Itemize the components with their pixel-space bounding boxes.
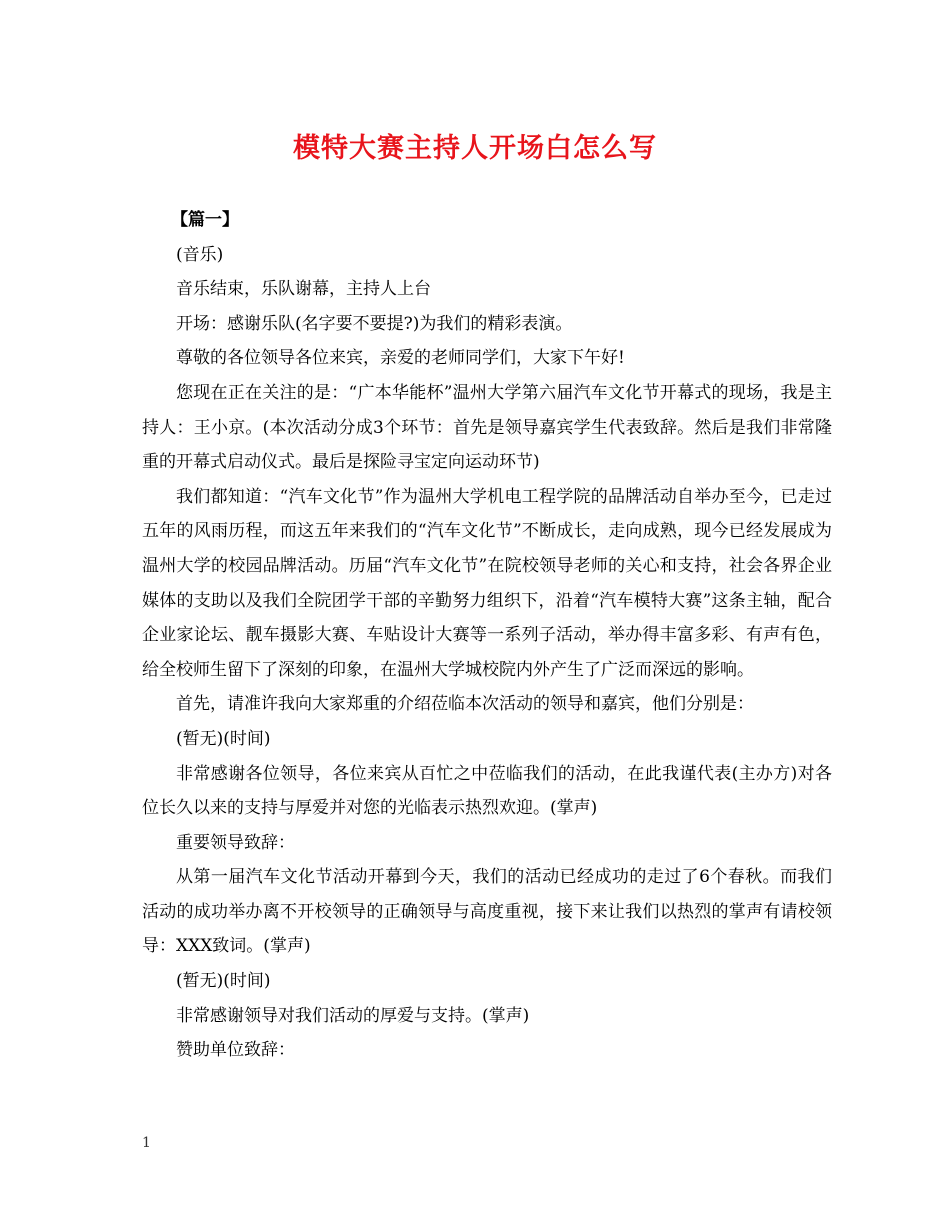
- paragraph: 赞助单位致辞：: [176, 1040, 295, 1061]
- paragraph: 从第一届汽车文化节活动开幕到今天，我们的活动已经成功的走过了6个春秋。而我们活动的成功举办离不开校领导的正确领导与高度重视，接下来让我们以热烈的掌声有请校领导：XXX致词。(掌声): [142, 867, 832, 957]
- paragraph: 开场：感谢乐队(名字要不要提?)为我们的精彩表演。: [176, 313, 573, 334]
- paragraph: (暂无)(时间): [176, 971, 271, 992]
- paragraph: 非常感谢领导对我们活动的厚爱与支持。(掌声): [176, 1005, 530, 1026]
- document-body: [142, 203, 832, 1068]
- paragraph: 您现在正在关注的是：“广本华能杯”温州大学第六届汽车文化节开幕式的现场，我是主持人：王小京。(本次活动分成3个环节：首先是领导嘉宾学生代表致辞。然后是我们非常隆重的开幕式启动仪式。最后是探险寻宝定向运动环节): [142, 382, 832, 473]
- paragraph: (音乐): [176, 244, 224, 265]
- document-title: 模特大赛主持人开场白怎么写: [293, 133, 657, 164]
- paragraph: 尊敬的各位领导各位来宾，亲爱的老师同学们，大家下午好!: [176, 348, 625, 369]
- paragraph: 非常感谢各位领导，各位来宾从百忙之中莅临我们的活动，在此我谨代表(主办方)对各位长久以来的支持与厚爱并对您的光临表示热烈欢迎。(掌声): [142, 763, 832, 819]
- section-heading: 【篇一】: [171, 210, 239, 230]
- paragraph: 我们都知道：“汽车文化节”作为温州大学机电工程学院的品牌活动自举办至今，已走过五年的风雨历程，而这五年来我们的“汽车文化节”不断成长，走向成熟，现今已经发展成为温州大学的校园品牌活动。历届“汽车文化节”在院校领导老师的关心和支持，社会各界企业媒体的支助以及我们全院团学干部的辛勤努力组织下，沿着“汽车模特大赛”这条主轴，配合企业家论坛、靓车摄影大赛、车贴设计大赛等一系列子活动，举办得丰富多彩、有声有色，给全校师生留下了深刻的印象，在温州大学城校院内外产生了广泛而深远的影响。: [142, 486, 832, 680]
- paragraph: 首先，请准许我向大家郑重的介绍莅临本次活动的领导和嘉宾，他们分别是：: [176, 694, 754, 715]
- page-number: 1: [142, 1135, 151, 1151]
- paragraph: (暂无)(时间): [176, 728, 271, 749]
- paragraph: 重要领导致辞：: [176, 832, 295, 853]
- paragraph: 音乐结束，乐队谢幕，主持人上台: [176, 279, 431, 300]
